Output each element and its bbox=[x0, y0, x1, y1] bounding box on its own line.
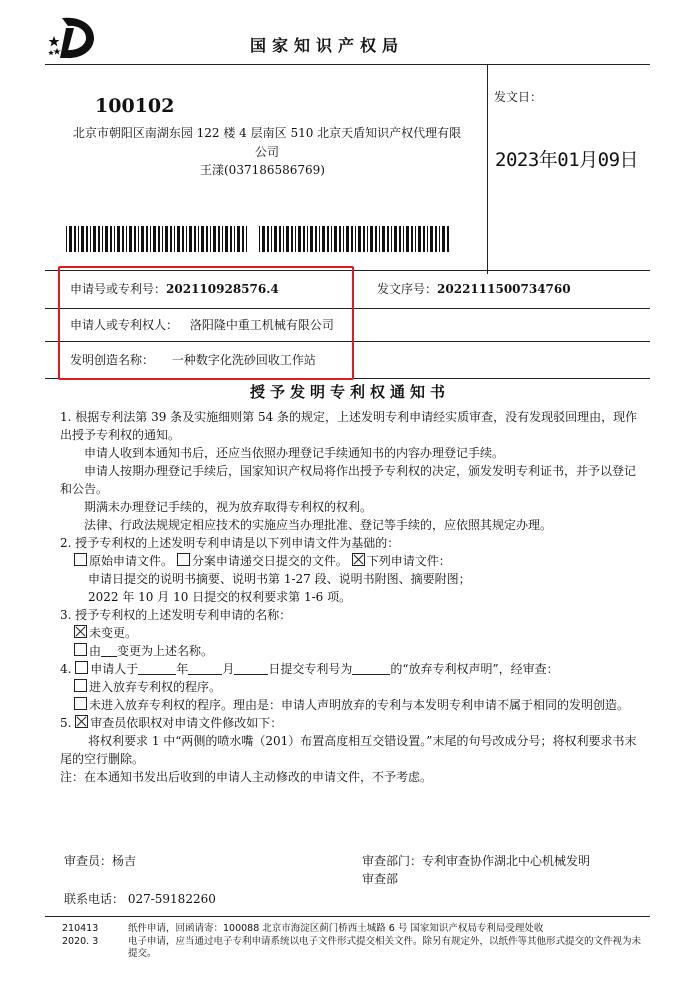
blank bbox=[138, 662, 176, 675]
p4-a: 申请人于 bbox=[90, 662, 139, 676]
checkbox-original bbox=[74, 553, 87, 566]
para-4-opt1 bbox=[60, 678, 642, 696]
para-3: 3. 授予专利权的上述发明专利申请的名称： bbox=[60, 608, 292, 622]
contact: 王漾(037186586769) bbox=[200, 163, 325, 177]
notice-title: 授予发明专利权通知书 bbox=[249, 383, 450, 401]
examiner: 审查员：杨吉 bbox=[64, 854, 137, 868]
opt-waiver-enter: 进入放弃专利权的程序。 bbox=[89, 680, 222, 694]
footer-line2: 电子申请，应当通过电子专利申请系统以电子文件形式提交相关文件。除另有规定外，以纸件等其他形式提交的文件视为未提交。 bbox=[128, 936, 642, 959]
doc-serial-label: 发文序号： bbox=[377, 282, 438, 296]
blank bbox=[234, 662, 268, 675]
para-5-line1: 将权利要求 1 中“两侧的喷水嘴（201）布置高度相互交错设置。”末尾的句号改成分号；将权利要求书末尾的空行删除。 bbox=[60, 734, 637, 766]
barcode-left bbox=[66, 226, 248, 252]
para-4-num: 4. bbox=[60, 662, 72, 676]
date-label: 发文日： bbox=[494, 90, 543, 104]
para-2-options bbox=[60, 552, 642, 570]
para-2: 2. 授予专利权的上述发明专利申请是以下列申请文件为基础的： bbox=[60, 536, 400, 550]
header-rule bbox=[45, 64, 650, 65]
footer-rule bbox=[45, 916, 650, 917]
applicant-value: 洛阳隆中重工机械有限公司 bbox=[189, 318, 334, 332]
p4-c: 月 bbox=[222, 662, 235, 676]
checkbox-examiner-amend-checked bbox=[75, 715, 88, 728]
invention-label: 发明创造名称： bbox=[70, 353, 155, 367]
office-name: 国家知识产权局 bbox=[250, 36, 405, 55]
applicant-label: 申请人或专利权人： bbox=[70, 318, 179, 332]
footer-code2: 2020. 3 bbox=[62, 936, 99, 947]
blank bbox=[188, 662, 222, 675]
checkbox-divisional bbox=[177, 553, 190, 566]
para-2-line1: 申请日提交的说明书摘要、说明书第 1-27 段、说明书附图、摘要附图； bbox=[88, 572, 471, 586]
checkbox-following-checked bbox=[352, 553, 365, 566]
p4-b: 年 bbox=[176, 662, 189, 676]
opt-unchanged: 未变更。 bbox=[89, 626, 138, 640]
para-1c: 期满未办理登记手续的，视为放弃取得专利权的权利。 bbox=[84, 500, 373, 514]
para-1d: 法律、行政法规规定相应技术的实施应当办理批准、登记等手续的，应依照其规定办理。 bbox=[84, 518, 553, 532]
opt-changed-b: 变更为上述名称。 bbox=[117, 644, 214, 658]
footer-code1: 210413 bbox=[62, 923, 99, 934]
footer-line1: 纸件申请，回函请寄：100088 北京市海淀区蓟门桥西土城路 6 号 国家知识产权局专利局受理处收 bbox=[128, 923, 544, 934]
para-3-opt2 bbox=[60, 642, 642, 660]
para-5 bbox=[60, 714, 642, 732]
opt-following: 下列申请文件： bbox=[366, 554, 451, 568]
opt-divisional: 分案申请递交日提交的文件。 bbox=[191, 554, 348, 568]
address-divider bbox=[487, 64, 488, 274]
para-5-text: 审查员依职权对申请文件修改如下： bbox=[90, 716, 283, 730]
dept-line2: 审查部 bbox=[362, 872, 399, 886]
para-2-line2: 2022 年 10 月 10 日提交的权利要求第 1-6 项。 bbox=[88, 590, 352, 604]
phone: 联系电话： 027-59182260 bbox=[64, 892, 216, 906]
dept-line1: 审查部门：专利审查协作湖北中心机械发明 bbox=[362, 854, 591, 868]
para-5-num: 5. bbox=[60, 716, 72, 730]
opt-original: 原始申请文件。 bbox=[89, 554, 174, 568]
para-4 bbox=[60, 660, 642, 678]
para-1b: 申请人按期办理登记手续后，国家知识产权局将作出授予专利权的决定，颁发发明专利证书，并予以登记和公告。 bbox=[60, 464, 637, 496]
invention-value: 一种数字化洗砂回收工作站 bbox=[171, 353, 316, 367]
checkbox-changed bbox=[74, 643, 87, 656]
doc-serial-value: 2022111500734760 bbox=[437, 282, 571, 296]
p4-d: 日提交专利号为 bbox=[268, 662, 353, 676]
app-no-label: 申请号或专利号： bbox=[70, 282, 167, 296]
blank bbox=[101, 644, 117, 657]
issue-date: 2023年01月09日 bbox=[495, 149, 639, 171]
checkbox-waiver bbox=[75, 661, 88, 674]
para-4-opt2 bbox=[60, 696, 642, 714]
opt-waiver-not-enter: 未进入放弃专利权的程序。理由是：申请人声明放弃的专利与本发明专利申请不属于相同的发明创造。 bbox=[89, 698, 630, 712]
cnipa-logo-icon bbox=[48, 14, 98, 62]
highlight-box bbox=[58, 266, 354, 380]
barcode-right bbox=[259, 226, 449, 252]
checkbox-unchanged-checked bbox=[74, 625, 87, 638]
note: 注：在本通知书发出后收到的申请人主动修改的申请文件，不予考虑。 bbox=[60, 770, 433, 784]
postcode: 100102 bbox=[95, 95, 175, 117]
doc-serial-row bbox=[377, 280, 571, 297]
opt-changed-a: 由 bbox=[89, 644, 102, 658]
para-1: 1. 根据专利法第 39 条及实施细则第 54 条的规定，上述发明专利申请经实质审查，没有发现驳回理由，现作出授予专利权的通知。 bbox=[60, 410, 638, 442]
notice-body bbox=[60, 408, 642, 786]
para-3-opt1 bbox=[60, 624, 642, 642]
para-1a: 申请人收到本通知书后，还应当依照办理登记手续通知书的内容办理登记手续。 bbox=[84, 446, 505, 460]
checkbox-waiver-enter bbox=[74, 679, 87, 692]
checkbox-waiver-not-enter bbox=[74, 697, 87, 710]
blank bbox=[352, 662, 390, 675]
p4-e: 的“放弃专利权声明”，经审查： bbox=[390, 662, 559, 676]
address: 北京市朝阳区南湖东园 122 楼 4 层南区 510 北京天盾知识产权代理有限公司 bbox=[72, 126, 462, 159]
app-no-value: 202110928576.4 bbox=[166, 282, 279, 296]
